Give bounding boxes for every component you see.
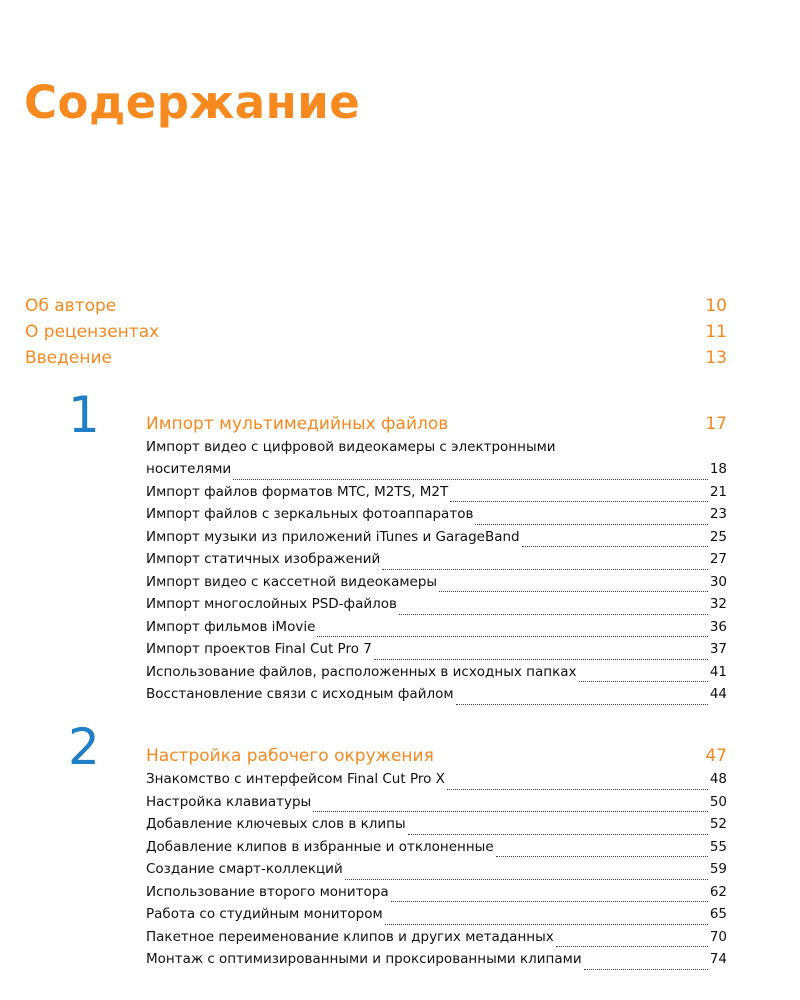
toc-entry-page: 23 [709, 506, 727, 522]
toc-entry-title: Импорт музыки из приложений iTunes и GarageBand [146, 528, 520, 545]
toc-entry[interactable] [146, 641, 727, 664]
toc-entry[interactable] [146, 929, 727, 952]
toc-entry-title: Монтаж с оптимизированными и проксированными клипами [146, 951, 582, 967]
toc-front-page: 10 [705, 296, 727, 316]
toc-entry-title-line1: Импорт видео с цифровой видеокамеры с электронными [146, 439, 556, 455]
toc-entry[interactable] [146, 529, 727, 552]
toc-entry[interactable] [146, 574, 727, 597]
front-matter-list [25, 296, 727, 374]
toc-front-item[interactable] [25, 322, 727, 348]
chapter-title: Настройка рабочего окружения [146, 746, 434, 766]
chapter-heading[interactable] [146, 746, 727, 766]
toc-entry-page: 30 [709, 573, 727, 590]
dot-leader [496, 856, 708, 857]
toc-entry[interactable] [146, 506, 727, 529]
toc-entry-page: 36 [709, 618, 727, 635]
dot-leader [399, 614, 708, 615]
toc-entry-page: 32 [709, 596, 727, 612]
chapter-entries [146, 439, 727, 709]
dot-leader [233, 479, 708, 480]
toc-entry-title: Знакомство с интерфейсом Final Cut Pro X [146, 771, 445, 787]
toc-entry-page: 48 [709, 771, 727, 787]
toc-front-label: О рецензентах [25, 322, 160, 342]
toc-front-page: 11 [705, 322, 727, 342]
toc-entry-page: 21 [709, 483, 727, 500]
toc-entry-page: 74 [709, 951, 727, 967]
toc-entry-page: 70 [709, 928, 727, 945]
dot-leader [439, 591, 708, 592]
toc-entry-page: 27 [709, 551, 727, 567]
toc-entry[interactable] [146, 906, 727, 929]
dot-leader [345, 879, 708, 880]
toc-entry-page: 37 [709, 641, 727, 657]
toc-entry-title: Пакетное переименование клипов и других метаданных [146, 928, 554, 945]
toc-entry-title: Импорт файлов с зеркальных фотоаппаратов [146, 506, 474, 522]
toc-entry-page: 59 [709, 861, 727, 877]
toc-front-page: 13 [705, 348, 727, 368]
dot-leader [313, 811, 708, 812]
toc-entry[interactable] [146, 951, 727, 974]
toc-entry-page: 62 [709, 883, 727, 900]
dot-leader [450, 501, 708, 502]
toc-entry[interactable] [146, 861, 727, 884]
toc-entry[interactable] [146, 551, 727, 574]
toc-entry-page: 65 [709, 906, 727, 922]
toc-entry[interactable] [146, 794, 727, 817]
toc-entry-title: Добавление клипов в избранные и отклоненные [146, 838, 494, 855]
dot-leader [579, 681, 708, 682]
dot-leader [522, 546, 708, 547]
toc-entry-title: Восстановление связи с исходным файлом [146, 686, 454, 702]
toc-entry[interactable] [146, 686, 727, 709]
toc-entry-title: Работа со студийным монитором [146, 906, 383, 922]
toc-entry-title: Импорт статичных изображений [146, 551, 381, 567]
toc-entry[interactable] [146, 771, 727, 794]
dot-leader [317, 636, 707, 637]
chapter-title: Импорт мультимедийных файлов [146, 414, 449, 434]
dot-leader [382, 569, 708, 570]
chapter-page: 47 [705, 746, 727, 766]
toc-front-item[interactable] [25, 348, 727, 374]
chapter-heading[interactable] [146, 414, 727, 434]
toc-entry-title: Использование файлов, расположенных в исходных папках [146, 663, 577, 680]
dot-leader [475, 524, 707, 525]
toc-front-item[interactable] [25, 296, 727, 322]
toc-entry-title: Импорт многослойных PSD-файлов [146, 596, 397, 612]
toc-entry[interactable] [146, 664, 727, 687]
dot-leader [391, 901, 708, 902]
toc-entry-page: 52 [709, 816, 727, 832]
toc-entry-title: Настройка клавиатуры [146, 793, 312, 810]
toc-entry[interactable] [146, 884, 727, 907]
toc-entry-page: 55 [709, 838, 727, 855]
toc-entry-page: 44 [709, 686, 727, 702]
toc-entry[interactable] [146, 439, 727, 484]
toc-front-label: Введение [25, 348, 112, 368]
toc-entry-title: Импорт видео с кассетной видеокамеры [146, 573, 438, 590]
toc-entry-title: носителями [146, 461, 232, 477]
chapter-number: 2 [68, 718, 100, 776]
toc-entry-page: 41 [709, 663, 727, 680]
toc-entry-page: 18 [709, 461, 727, 477]
dot-leader [447, 789, 708, 790]
toc-entry[interactable] [146, 839, 727, 862]
toc-front-label: Об авторе [25, 296, 117, 316]
toc-entry[interactable] [146, 816, 727, 839]
toc-entry-page: 50 [709, 793, 727, 810]
toc-entry-title: Использование второго монитора [146, 883, 389, 900]
toc-entry[interactable] [146, 484, 727, 507]
toc-entry-title: Создание смарт-коллекций [146, 861, 343, 877]
toc-entry[interactable] [146, 596, 727, 619]
dot-leader [456, 704, 708, 705]
chapter-entries [146, 771, 727, 974]
toc-entry-page: 25 [709, 528, 727, 545]
toc-entry-title: Добавление ключевых слов в клипы [146, 816, 406, 832]
dot-leader [556, 946, 708, 947]
toc-entry-title: Импорт фильмов iMovie [146, 618, 316, 635]
chapter-number: 1 [68, 386, 100, 444]
toc-entry[interactable] [146, 619, 727, 642]
dot-leader [408, 834, 708, 835]
dot-leader [584, 969, 708, 970]
chapter-page: 17 [705, 414, 727, 434]
page-title: Содержание [24, 76, 361, 129]
toc-entry-title: Импорт файлов форматов MTC, M2TS, M2T [146, 483, 449, 500]
dot-leader [385, 924, 708, 925]
dot-leader [374, 659, 708, 660]
toc-entry-title: Импорт проектов Final Cut Pro 7 [146, 641, 372, 657]
